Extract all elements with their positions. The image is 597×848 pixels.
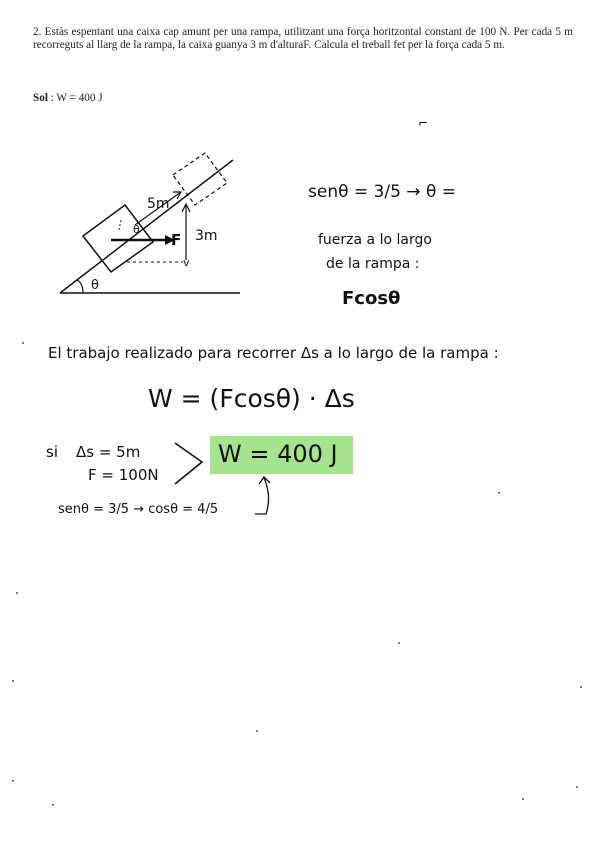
scan-speck — [256, 730, 258, 732]
fuerza-line-1: fuerza a lo largo — [318, 232, 432, 248]
trig-relation: senθ = 3/5 → cosθ = 4/5 — [58, 502, 219, 517]
v-label: v — [183, 256, 190, 269]
fcos-label: Fcosθ — [342, 288, 401, 309]
scan-speck — [12, 680, 14, 682]
bracket-path — [175, 443, 202, 484]
pointer-arrow — [250, 472, 280, 520]
work-formula: W = (Fcosθ) · Δs — [148, 384, 355, 413]
bracket-mark — [172, 440, 206, 486]
height-label: 3m — [195, 228, 218, 244]
hyp-label: 5m — [147, 196, 170, 212]
f-value: F = 100N — [88, 466, 159, 484]
scan-speck — [22, 342, 24, 344]
fuerza-line-2: de la rampa : — [326, 256, 420, 272]
scan-speck — [52, 804, 54, 806]
aux-dashed-line — [119, 220, 121, 230]
scan-speck — [576, 786, 578, 788]
box-dashed — [173, 153, 227, 205]
box-solid — [83, 205, 153, 272]
angle-label-box: θ — [133, 223, 140, 236]
trabajo-sentence: El trabajo realizado para recorrer Δs a lo largo de la rampa : — [48, 344, 499, 362]
sin-equation: senθ = 3/5 → θ = — [308, 182, 457, 202]
ds-value: Δs = 5m — [76, 443, 141, 461]
solution-line — [33, 92, 103, 104]
result-value: W = 400 J — [218, 440, 338, 468]
angle-arc — [77, 280, 83, 293]
ramp-incline — [60, 160, 233, 293]
angle-label-base: θ — [91, 278, 99, 293]
pen-mark: ⌐ — [418, 116, 429, 130]
force-label: F — [171, 231, 182, 249]
pointer-arrow-path — [255, 478, 269, 514]
solution-label: Sol — [33, 92, 48, 104]
scan-speck — [522, 798, 524, 800]
problem-statement: 2. Estàs espentant una caixa cap amunt per una rampa, utilitzant una força horitzontal constant de 100 N. Per cada 5 m recorreguts al llarg de la rampa, la caixa guanya 3 m d'alturaF. Calcula el treball fet per la força cada 5 m. — [33, 26, 573, 51]
scan-speck — [16, 592, 18, 594]
solution-value: : W = 400 J — [50, 92, 103, 104]
ramp-diagram — [55, 150, 245, 300]
scan-speck — [580, 686, 582, 688]
scan-speck — [12, 780, 14, 782]
scan-speck — [398, 642, 400, 644]
scan-speck — [498, 492, 500, 494]
si-label: si — [46, 443, 58, 461]
